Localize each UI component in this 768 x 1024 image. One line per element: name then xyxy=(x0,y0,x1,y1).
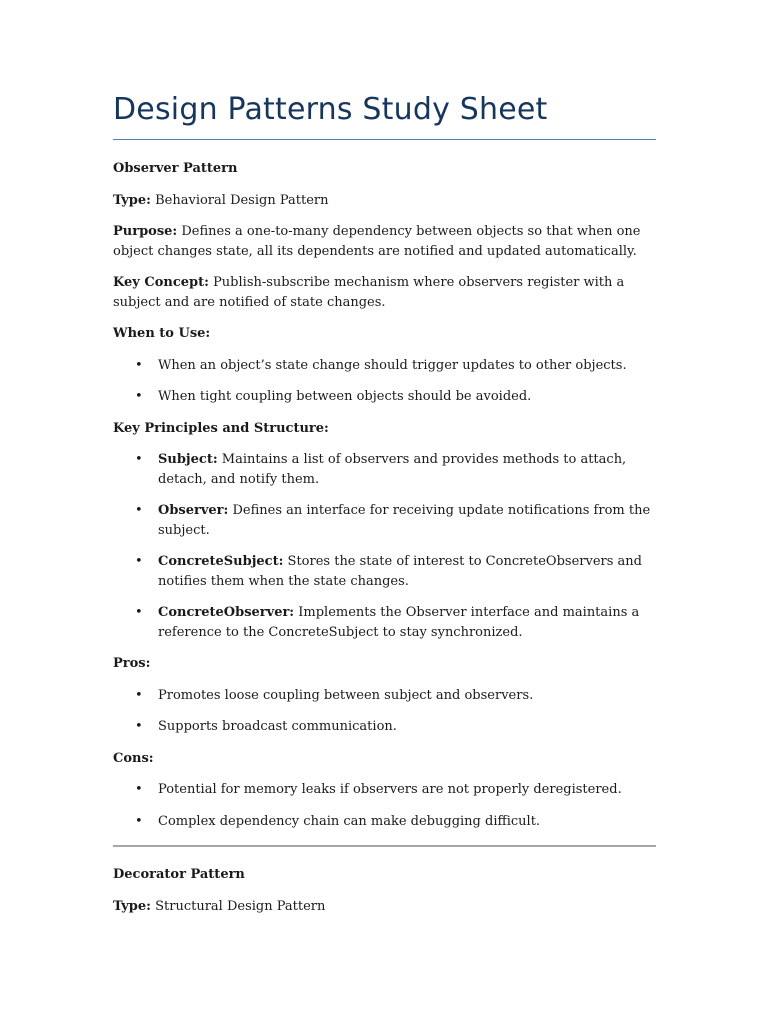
when-to-use-list xyxy=(113,356,656,407)
bullet-icon: • xyxy=(135,389,143,404)
list-item: • When an object’s state change should trigger updates to other objects. xyxy=(113,356,656,376)
list-item: • Supports broadcast communication. xyxy=(113,717,656,737)
observer-heading: Observer Pattern xyxy=(113,161,238,176)
list-item: • ConcreteSubject: Stores the state of interest to ConcreteObservers and notifies them when the state changes. xyxy=(135,554,642,589)
list-item: • Complex dependency chain can make debugging difficult. xyxy=(113,812,656,832)
principles-heading: Key Principles and Structure: xyxy=(113,420,329,436)
list-item: • ConcreteObserver: Implements the Observer interface and maintains a reference to the ConcreteSubject to stay synchronized. xyxy=(135,605,640,640)
bullet-icon: • xyxy=(135,719,143,734)
observer-purpose: Purpose: Defines a one-to-many dependency between objects so that when one object changes state, all its dependents are notified and updated automatically. xyxy=(113,224,641,259)
decorator-heading: Decorator Pattern xyxy=(113,867,245,882)
observer-type: Type: Behavioral Design Pattern xyxy=(113,192,329,208)
bullet-icon: • xyxy=(135,782,143,797)
list-item: • Promotes loose coupling between subject and observers. xyxy=(113,686,656,706)
bullet-icon: • xyxy=(135,357,143,373)
bullet-icon: • xyxy=(135,813,143,829)
list-item: • Observer: Defines an interface for receiving update notifications from the subject. xyxy=(135,503,651,538)
pros-list xyxy=(113,686,656,737)
bullet-icon: • xyxy=(135,687,143,703)
when-to-use-heading: When to Use: xyxy=(113,326,211,341)
title-underline xyxy=(113,139,656,140)
pros-heading: Pros: xyxy=(113,656,151,671)
list-item: • Subject: Maintains a list of observers and provides methods to attach, detach, and notify them. xyxy=(135,452,627,487)
section-divider xyxy=(113,845,656,847)
list-item: • Potential for memory leaks if observers are not properly deregistered. xyxy=(113,780,656,800)
cons-list xyxy=(113,780,656,831)
principles-list xyxy=(113,450,656,642)
page-title: Design Patterns Study Sheet xyxy=(113,92,548,127)
bullet-icon: • xyxy=(135,452,143,467)
bullet-icon: • xyxy=(135,554,143,569)
list-item: • When tight coupling between objects should be avoided. xyxy=(113,387,656,407)
observer-section xyxy=(113,159,656,843)
decorator-section xyxy=(113,865,656,928)
bullet-icon: • xyxy=(135,503,143,518)
cons-heading: Cons: xyxy=(113,750,154,766)
observer-key-concept: Key Concept: Publish-subscribe mechanism where observers register with a subject and are notified of state changes. xyxy=(113,275,625,310)
decorator-type: Type: Structural Design Pattern xyxy=(113,898,326,914)
bullet-icon: • xyxy=(135,605,143,620)
